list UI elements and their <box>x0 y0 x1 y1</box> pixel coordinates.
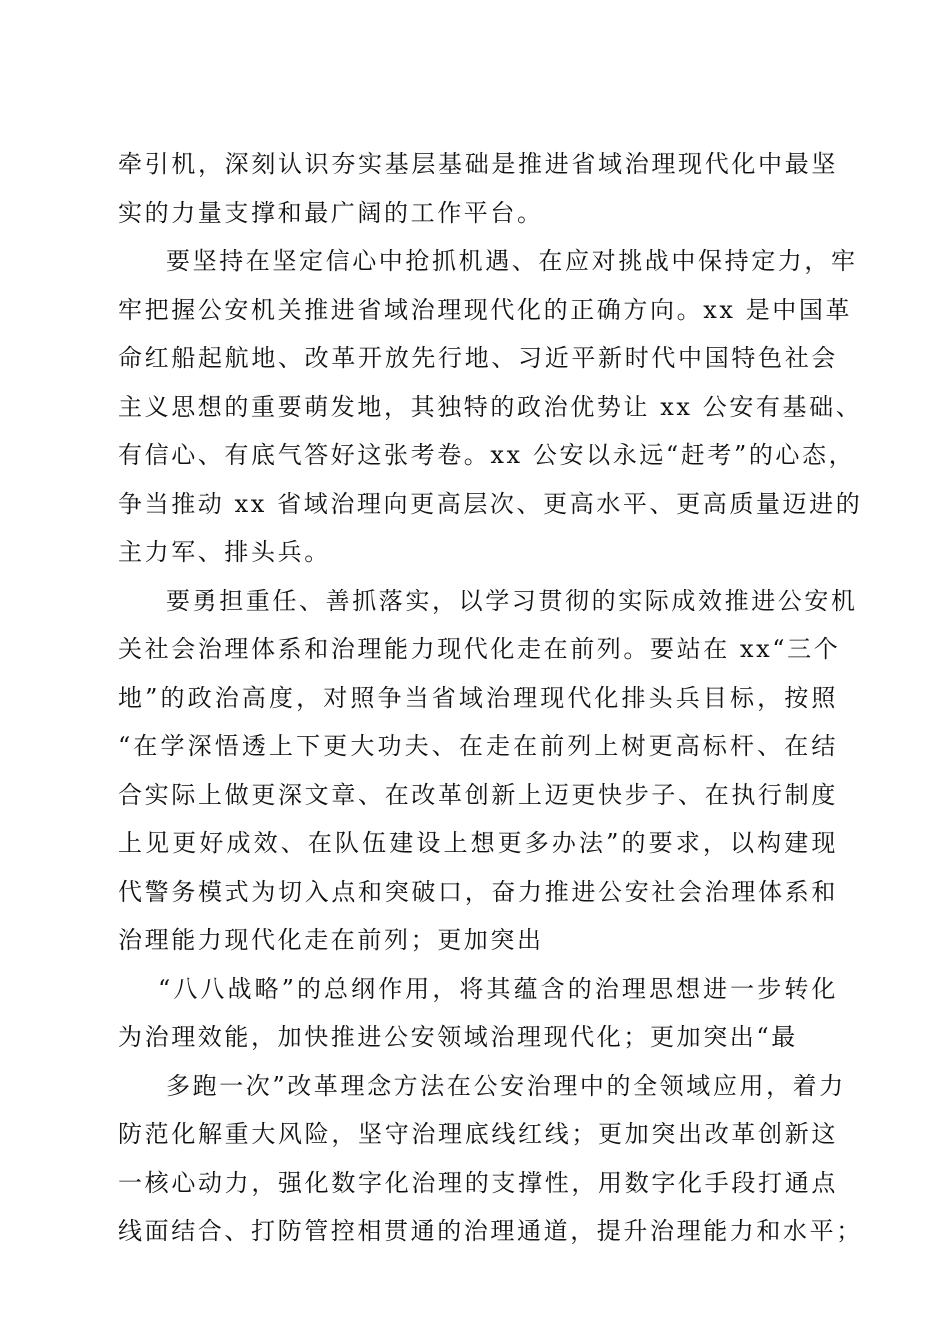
text-line: 合实际上做更深文章、在改革创新上迈更快步子、在执行制度 <box>118 780 838 809</box>
paragraph-start-line: 多跑一次”改革理念方法在公安治理中的全领域应用，着力 <box>166 1071 846 1100</box>
text-line: 线面结合、打防管控相贯通的治理通道，提升治理能力和水平； <box>118 1217 863 1245</box>
text-line: 主力军、排头兵。 <box>118 538 331 566</box>
text-line: 牵引机，深刻认识夯实基层基础是推进省域治理现代化中最坚 <box>118 150 838 178</box>
body-text <box>118 140 863 1256</box>
text-line: 争当推动 xx 省域治理向更高层次、更高水平、更高质量迈进的 <box>118 489 863 518</box>
paragraph-start-line: “八八战略”的总纲作用，将其蕴含的治理思想进一步转化 <box>158 974 838 1003</box>
text-line: 主义思想的重要萌发地，其独特的政治优势让 xx 公安有基础、 <box>118 392 863 421</box>
text-line: 地”的政治高度，对照争当省域治理现代化排头兵目标，按照 <box>118 683 838 712</box>
text-line: 防范化解重大风险，坚守治理底线红线；更加突出改革创新这 <box>118 1120 838 1148</box>
text-line: 治理能力现代化走在前列；更加突出 <box>118 926 544 954</box>
text-line: 实的力量支撑和最广阔的工作平台。 <box>118 198 544 227</box>
text-line: 为治理效能，加快推进公安领域治理现代化；更加突出“最 <box>118 1023 798 1051</box>
paragraph-start-line: 要坚持在坚定信心中抢抓机遇、在应对挑战中保持定力，牢 <box>166 247 858 275</box>
text-line: 代警务模式为切入点和突破口，奋力推进公安社会治理体系和 <box>118 877 838 906</box>
text-line: 命红船起航地、改革开放先行地、习近平新时代中国特色社会 <box>118 344 838 372</box>
text-line: “在学深悟透上下更大功夫、在走在前列上树更高标杆、在结 <box>118 732 838 760</box>
paragraph-start-line: 要勇担重任、善抓落实，以学习贯彻的实际成效推进公安机 <box>166 586 858 615</box>
text-line: 关社会治理体系和治理能力现代化走在前列。要站在 xx“三个 <box>118 635 841 663</box>
text-line: 有信心、有底气答好这张考卷。xx 公安以永远“赶考”的心态， <box>118 441 856 469</box>
text-line: 一核心动力，强化数字化治理的支撑性，用数字化手段打通点 <box>118 1168 838 1197</box>
text-line: 上见更好成效、在队伍建设上想更多办法”的要求，以构建现 <box>118 829 838 857</box>
text-line: 牢把握公安机关推进省域治理现代化的正确方向。xx 是中国革 <box>118 295 853 324</box>
